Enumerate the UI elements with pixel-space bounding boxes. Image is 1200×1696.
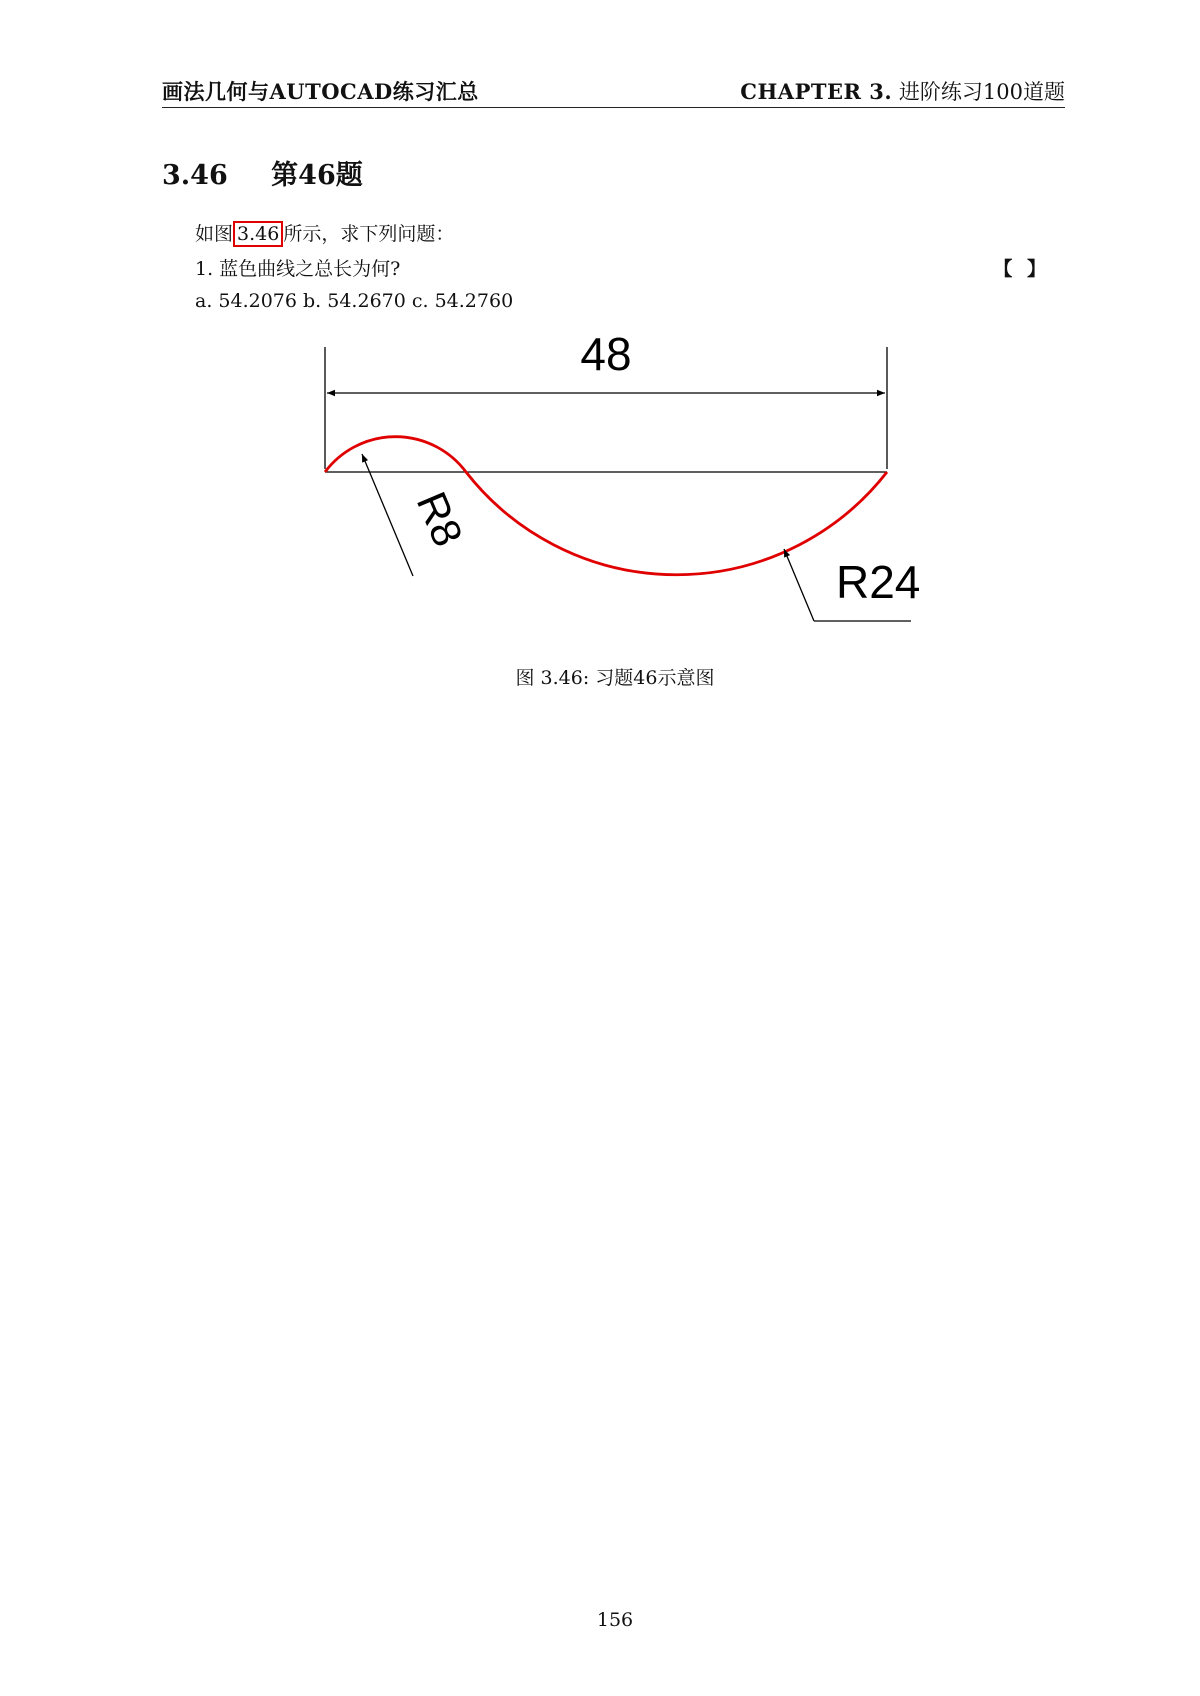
section-number: 3.46 <box>162 160 228 191</box>
answer-options: a. 54.2076 b. 54.2670 c. 54.2760 <box>195 290 514 312</box>
figure-reference-link[interactable]: 3.46 <box>233 221 283 247</box>
section-title: 第46题 <box>271 160 363 191</box>
leader-line-r24 <box>784 549 814 621</box>
question-item: 1. 蓝色曲线之总长为何? <box>195 258 401 280</box>
radius-label-r8: R8 <box>407 485 472 553</box>
geometry-figure <box>0 0 1200 700</box>
running-header-book-title: 画法几何与AUTOCAD练习汇总 <box>162 79 479 104</box>
chapter-label: CHAPTER 3. <box>740 79 893 104</box>
dimension-width-label: 48 <box>580 328 632 380</box>
page-number: 156 <box>596 1609 634 1631</box>
radius-label-r24: R24 <box>836 556 921 608</box>
intro-suffix: 所示，求下列问题： <box>283 223 455 245</box>
answer-bracket: 【 】 <box>993 258 1050 280</box>
figure-caption: 图 3.46: 习题46示意图 <box>515 667 715 689</box>
chapter-title: 进阶练习100道题 <box>898 80 1065 104</box>
intro-prefix: 如图 <box>195 223 234 245</box>
